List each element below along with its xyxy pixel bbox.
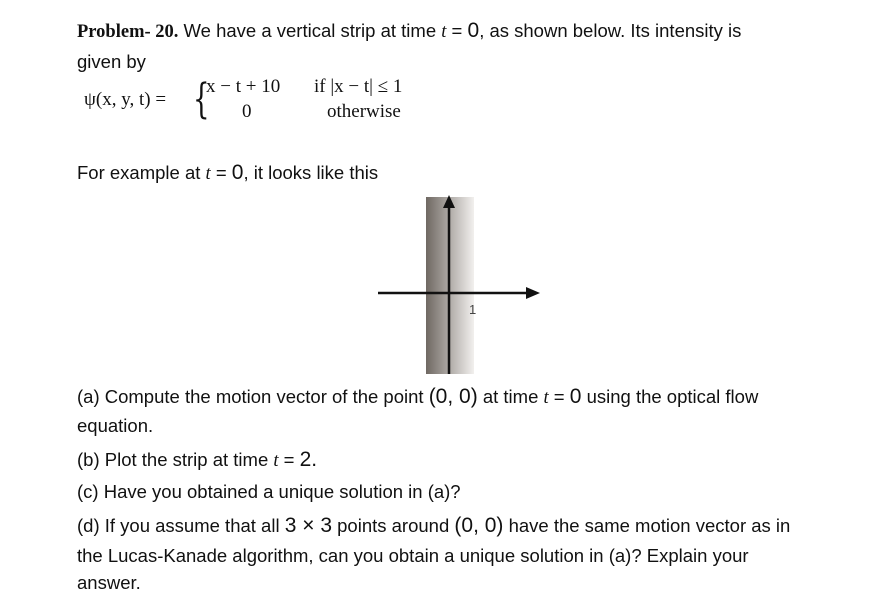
question-d-line-2: the Lucas-Kanade algorithm, can you obtain a unique solution in (a)? Explain your <box>77 545 749 566</box>
problem-text-end: , as shown below. Its intensity is <box>479 20 742 41</box>
example-line <box>77 161 378 185</box>
case2-condition: otherwise <box>327 101 401 122</box>
t-variable: t <box>441 22 447 42</box>
x-axis-arrow-icon <box>526 287 540 299</box>
question-a-end: using the optical flow <box>586 386 759 407</box>
problem-line-2: given by <box>77 51 146 72</box>
point-value: (0, 0) <box>428 385 478 408</box>
equals-sign: = <box>215 162 227 183</box>
problem-label: Problem- 20. <box>77 22 179 42</box>
equation-brace: { <box>193 76 210 124</box>
zero-value: 0 <box>231 161 244 184</box>
window-size: 3 × 3 <box>284 514 332 537</box>
question-d-line-3: answer. <box>77 572 141 593</box>
question-d-mid: points around <box>337 515 450 536</box>
t-variable: t <box>205 164 211 184</box>
zero-value: 0 <box>467 19 480 42</box>
question-a-mid: at time <box>482 386 539 407</box>
equals-sign: = <box>553 386 565 407</box>
t-variable: t <box>543 388 549 408</box>
equation-lhs: ψ(x, y, t) = <box>84 89 167 110</box>
equals-sign: = <box>451 20 463 41</box>
case2-expression: 0 <box>242 101 252 122</box>
question-b-text: (b) Plot the strip at time <box>77 449 269 470</box>
question-d-end: have the same motion vector as in <box>508 515 791 536</box>
point-value: (0, 0) <box>454 514 504 537</box>
t-variable: t <box>273 451 279 471</box>
case1-condition: if |x − t| ≤ 1 <box>314 76 403 97</box>
example-suffix: , it looks like this <box>243 162 379 183</box>
example-prefix: For example at <box>77 162 201 183</box>
tick-label: 1 <box>469 302 477 317</box>
question-d-line-1 <box>77 514 790 538</box>
time-value: 2. <box>299 448 318 471</box>
question-a-line-2: equation. <box>77 415 154 436</box>
zero-value: 0 <box>569 385 582 408</box>
case1-expression: x − t + 10 <box>206 76 281 97</box>
strip-figure <box>376 192 546 374</box>
equals-sign: = <box>283 449 295 470</box>
problem-text: We have a vertical strip at time <box>183 20 437 41</box>
question-d-text: (d) If you assume that all <box>77 515 280 536</box>
question-c: (c) Have you obtained a unique solution in (a)? <box>77 481 461 502</box>
question-a-line-1 <box>77 385 758 409</box>
question-a-text: (a) Compute the motion vector of the point <box>77 386 424 407</box>
problem-line-1 <box>77 19 741 43</box>
question-b <box>77 448 317 472</box>
